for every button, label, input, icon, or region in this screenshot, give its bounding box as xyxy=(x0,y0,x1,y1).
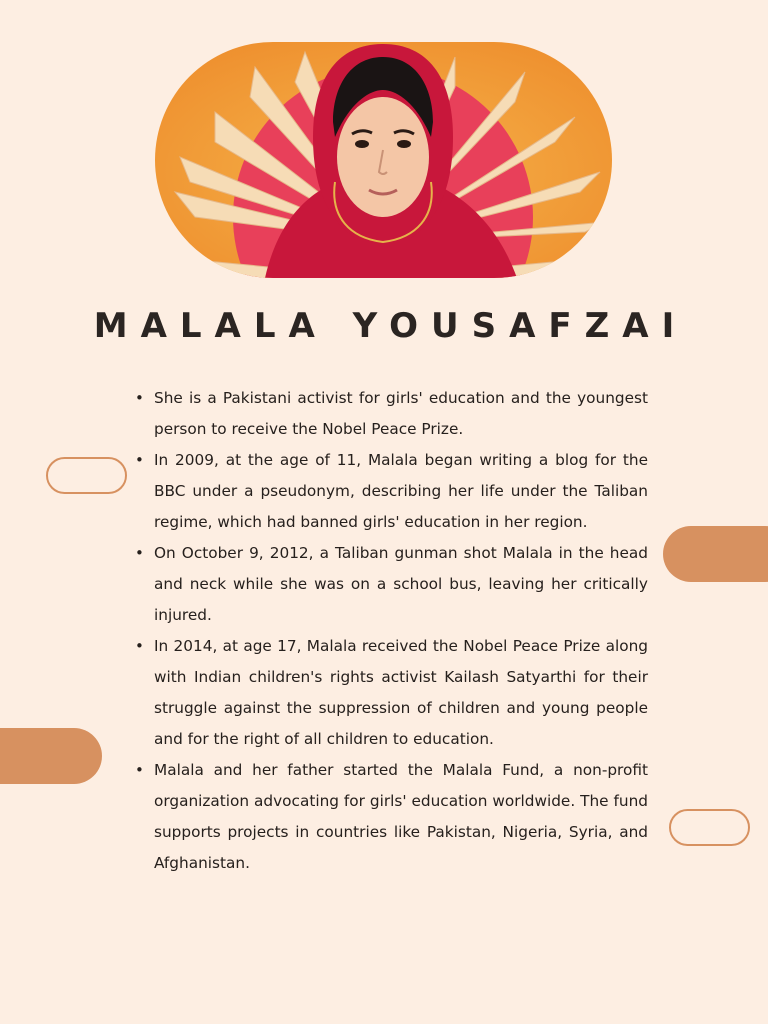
fact-item: • In 2014, at age 17, Malala received the Nobel Peace Prize along with Indian children's rights activist Kailash Satyarthi for their struggle against the suppression of children and young people and for the right of all children to education. xyxy=(134,631,648,755)
decorative-pill-filled xyxy=(663,526,768,582)
fact-item: • On October 9, 2012, a Taliban gunman shot Malala in the head and neck while she was on a school bus, leaving her critically injured. xyxy=(134,538,648,631)
fact-item: • She is a Pakistani activist for girls' education and the youngest person to receive the Nobel Peace Prize. xyxy=(134,383,648,445)
portrait-image xyxy=(155,42,612,278)
fact-list xyxy=(134,383,648,879)
decorative-pill-outline xyxy=(669,809,750,846)
fact-item: • In 2009, at the age of 11, Malala began writing a blog for the BBC under a pseudonym, describing her life under the Taliban regime, which had banned girls' education in her region. xyxy=(134,445,648,538)
decorative-pill-filled xyxy=(0,728,102,784)
fact-item: • Malala and her father started the Malala Fund, a non-profit organization advocating for girls' education worldwide. The fund supports projects in countries like Pakistan, Nigeria, Syria, and Afghanistan. xyxy=(134,755,648,879)
page-title: MALALA YOUSAFZAI xyxy=(93,306,688,346)
decorative-pill-outline xyxy=(46,457,127,494)
